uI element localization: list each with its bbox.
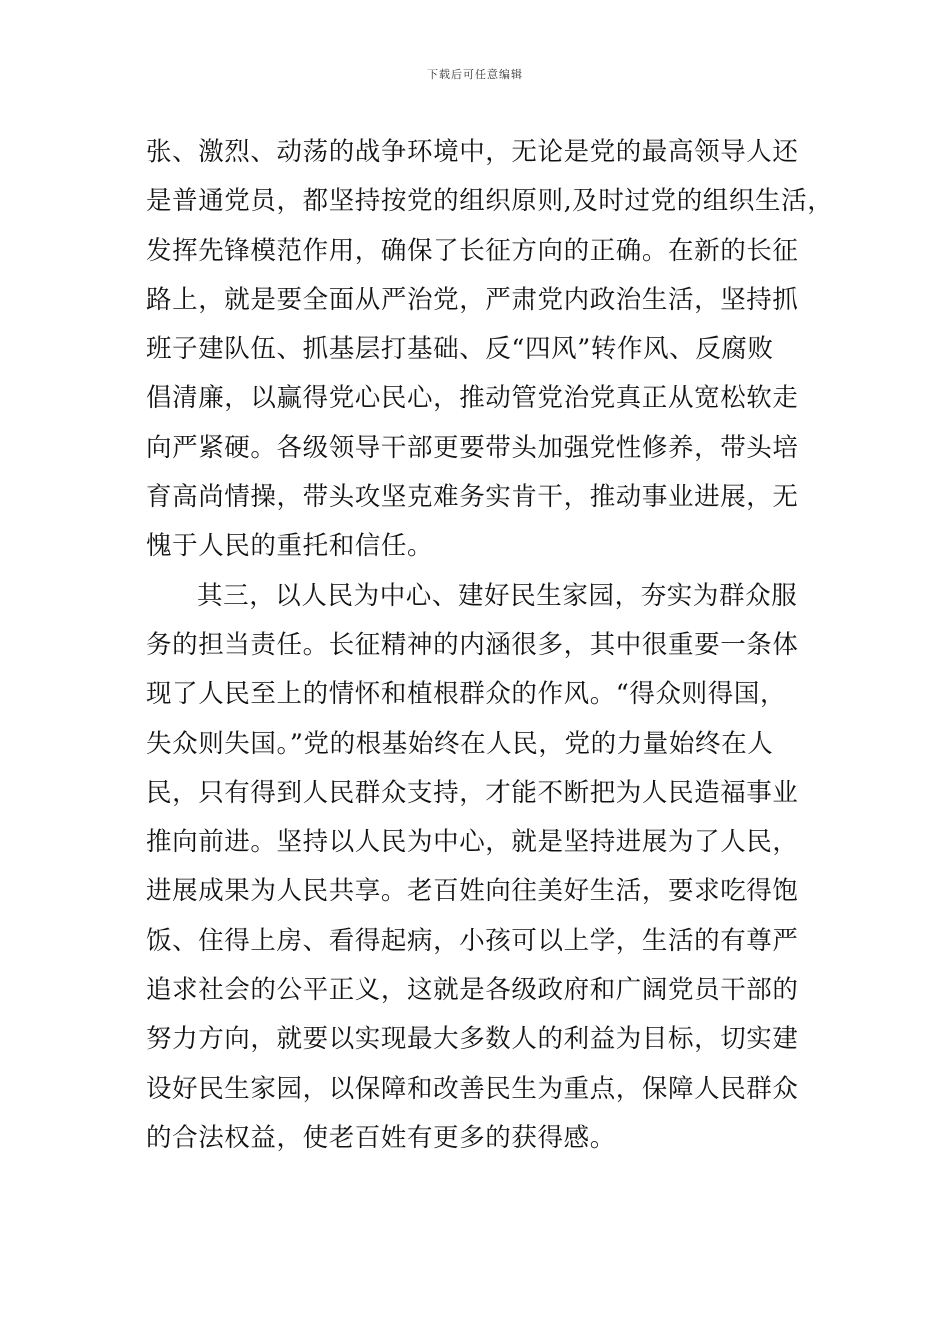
text-line: 班子建队伍、抓基层打基础、反“四风”转作风、反腐败 [146,334,774,365]
text-line: 育高尚情操，带头攻坚克难务实肯干，推动事业进展，无 [146,482,799,513]
text-line: 失众则失国。”党的根基始终在人民，党的力量始终在人 [146,728,774,759]
text-line: 饭、住得上房、看得起病，小孩可以上学，生活的有尊严 [146,925,799,956]
text-line: 发挥先锋模范作用，确保了长征方向的正确。在新的长征 [146,235,799,266]
text-line: 向严紧硬。各级领导干部更要带头加强党性修养，带头培 [146,432,799,463]
body-text [146,128,834,1163]
text-line: 设好民生家园，以保障和改善民生为重点，保障人民群众 [146,1073,799,1104]
text-line: 愧于人民的重托和信任。 [146,531,434,562]
text-line: 务的担当责任。长征精神的内涵很多，其中很重要一条体 [146,629,799,660]
page-header: 下载后可任意编辑 [427,68,523,81]
text-line: 推向前进。坚持以人民为中心，就是坚持进展为了人民， [146,827,799,858]
text-line: 努力方向，就要以实现最大多数人的利益为目标，切实建 [146,1024,799,1055]
text-line: 是普通党员，都坚持按党的组织原则,及时过党的组织生活， [146,186,834,217]
text-line: 张、激烈、动荡的战争环境中，无论是党的最高领导人还 [146,137,799,167]
text-line: 的合法权益，使老百姓有更多的获得感。 [146,1122,616,1153]
paragraph-first-line: 其三，以人民为中心、建好民生家园，夯实为群众服 [197,580,798,611]
text-line: 追求社会的公平正义，这就是各级政府和广阔党员干部的 [146,975,799,1006]
text-line: 民，只有得到人民群众支持，才能不断把为人民造福事业 [146,777,799,808]
text-line: 倡清廉，以赢得党心民心，推动管党治党真正从宽松软走 [146,383,799,414]
text-line: 进展成果为人民共享。老百姓向往美好生活，要求吃得饱 [146,876,799,907]
text-line: 现了人民至上的情怀和植根群众的作风。“得众则得国， [146,679,787,710]
text-line: 路上，就是要全面从严治党，严肃党内政治生活，坚持抓 [146,284,799,315]
